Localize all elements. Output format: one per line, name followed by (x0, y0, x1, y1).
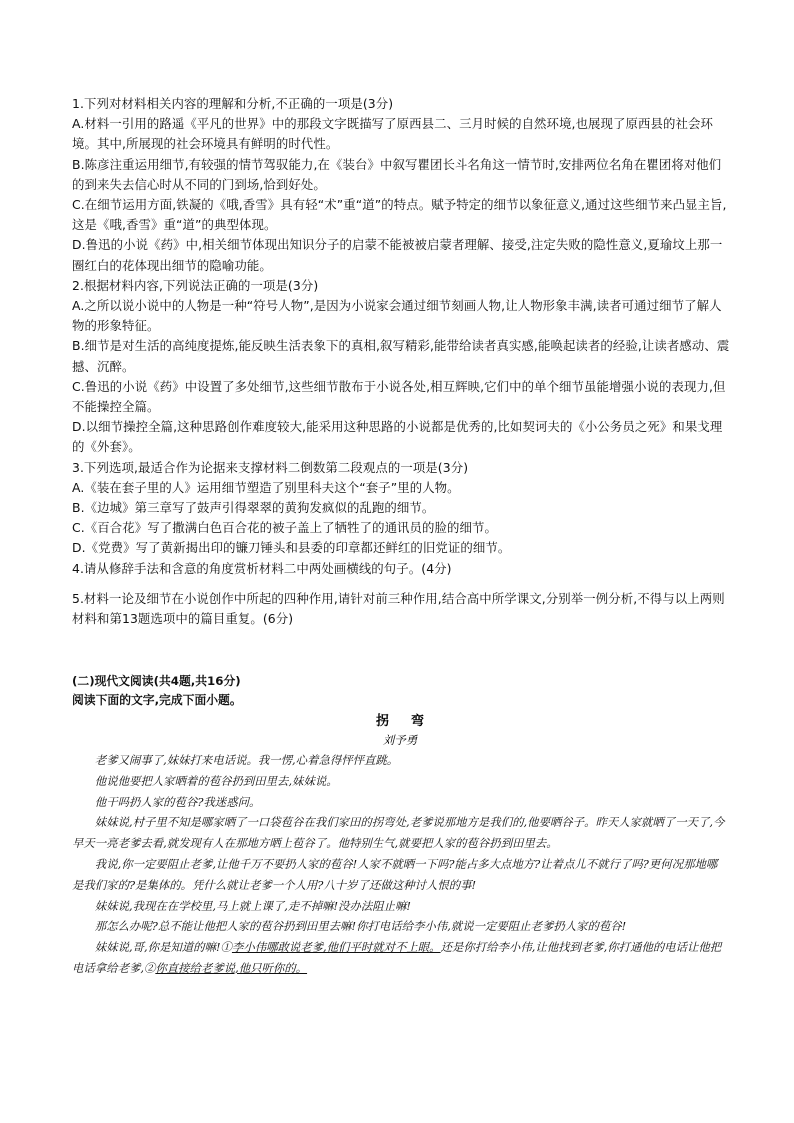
question-5-stem: 5.材料一论及细节在小说创作中所起的四种作用,请针对前三种作用,结合高中所学课文,分别举一例分析,不得与以上两则材料和第13题选项中的篇目重复。(6分) (72, 590, 725, 627)
section-heading: (二)现代文阅读(共4题,共16分) (72, 674, 241, 688)
last-prefix: 妹妹说,哥,你是知道的嘛!① (94, 940, 232, 955)
section-header (72, 672, 732, 710)
story-paragraph: 我说,你一定要阻止老爹,让他千万不要扔人家的苞谷!人家不就晒一下吗?能占多大点地方?让着点儿不就行了吗?更何况那地哪是我们家的?是集体的。凭什么就让老爹一个人用?八十岁了还做这种讨人恨的事! (72, 856, 718, 892)
last-middle: 还是你打给李小伟,让他找到老爹,你打通他的电话让他把电话拿给老爹,② (72, 940, 722, 975)
question-1-option-b: B.陈彦注重运用细节,有较强的情节驾驭能力,在《装台》中叙写瞿团长斗名角这一情节时,安排两位名角在瞿团将对他们的到来失去信心时从不同的门到场,恰到好处。 (72, 156, 722, 192)
story-paragraph: 妹妹说,村子里不知是哪家晒了一口袋苞谷在我们家田的拐弯处,老爹说那地方是我们的,他要晒谷子。昨天人家就晒了一天了,今早天一亮老爹去看,就发现有人在那地方晒上苞谷了。他特别生气,就要把人家的苞谷扔到田里去。 (72, 815, 725, 851)
question-3-stem: 3.下列选项,最适合作为论据来支撑材料二倒数第二段观点的一项是(3分) (72, 459, 469, 475)
question-3-option-a: A.《装在套子里的人》运用细节塑造了别里科夫这个“套子”里的人物。 (72, 479, 460, 495)
story-title: 拐弯 (375, 714, 446, 729)
underlined-sentence-1: 李小伟哪敢说老爹,他们平时就对不上眼。 (231, 940, 441, 955)
underlined-sentence-2: 你直接给老爹说,他只听你的。 (155, 960, 308, 975)
question-3-option-d: D.《党费》写了黄新揭出印的镰刀锤头和县委的印章都还鲜红的旧党证的细节。 (72, 540, 511, 556)
question-2-option-d: D.以细节操控全篇,这种思路创作难度较大,能采用这种思路的小说都是优秀的,比如契诃夫的《小公务员之死》和果戈理的《外套》。 (72, 419, 723, 455)
section-instruction: 阅读下面的文字,完成下面小题。 (72, 693, 242, 707)
question-block (72, 94, 732, 629)
question-4-stem: 4.请从修辞手法和含意的角度赏析材料二中两处画横线的句子。(4分) (72, 560, 452, 576)
question-1-option-d: D.鲁迅的小说《药》中,相关细节体现出知识分子的启蒙不能被被启蒙者理解、接受,注定失败的隐性意义,夏瑜坟上那一圈红白的花体现出细节的隐喻功能。 (72, 237, 723, 273)
story-paragraph: 妹妹说,我现在在学校里,马上就上课了,走不掉嘛!没办法阻止嘛! (94, 898, 411, 913)
story-paragraph: 那怎么办呢?总不能让他把人家的苞谷扔到田里去嘛!你打电话给李小伟,就说一定要阻止老爹扔人家的苞谷! (94, 919, 627, 934)
question-3-option-c: C.《百合花》写了撒满白色百合花的被子盖上了牺牲了的通讯员的脸的细节。 (72, 520, 497, 536)
story-paragraph: 他说他要把人家晒着的苞谷扔到田里去,妹妹说。 (94, 773, 338, 788)
story-paragraph-last (72, 937, 728, 979)
question-3-option-b: B.《边城》第三章写了鼓声引得翠翠的黄狗发疯似的乱跑的细节。 (72, 500, 435, 516)
question-2-option-a: A.之所以说小说中的人物是一种“符号人物”,是因为小说家会通过细节刻画人物,让人物形象丰满,读者可通过细节了解人物的形象特征。 (72, 298, 722, 334)
spacer (72, 579, 732, 589)
question-1-stem: 1.下列对材料相关内容的理解和分析,不正确的一项是(3分) (72, 96, 394, 111)
story-paragraph: 老爹又闹事了,妹妹打来电话说。我一愣,心着急得怦怦直跳。 (94, 753, 399, 767)
story-passage (72, 712, 728, 979)
story-author: 刘予勇 (382, 733, 418, 747)
question-1-option-c: C.在细节运用方面,铁凝的《哦,香雪》具有轻“术”重“道”的特点。赋予特定的细节以象征意义,通过这些细节来凸显主旨,这是《哦,香雪》重“道”的典型体现。 (72, 197, 727, 233)
question-2-option-b: B.细节是对生活的高纯度提炼,能反映生活表象下的真相,叙写精彩,能带给读者真实感,能唤起读者的经验,让读者感动、震撼、沉醉。 (72, 338, 730, 374)
question-2-stem: 2.根据材料内容,下列说法正确的一项是(3分) (72, 277, 319, 293)
story-paragraph: 他干吗扔人家的苞谷?我迷惑问。 (94, 794, 261, 809)
question-2-option-c: C.鲁迅的小说《药》中设置了多处细节,这些细节散布于小说各处,相互辉映,它们中的单个细节虽能增强小说的表现力,但不能操控全篇。 (72, 378, 726, 415)
question-1-option-a: A.材料一引用的路遥《平凡的世界》中的那段文字既描写了原西县二、三月时候的自然环境,也展现了原西县的社会环境。其中,所展现的社会环境具有鲜明的时代性。 (72, 116, 713, 152)
